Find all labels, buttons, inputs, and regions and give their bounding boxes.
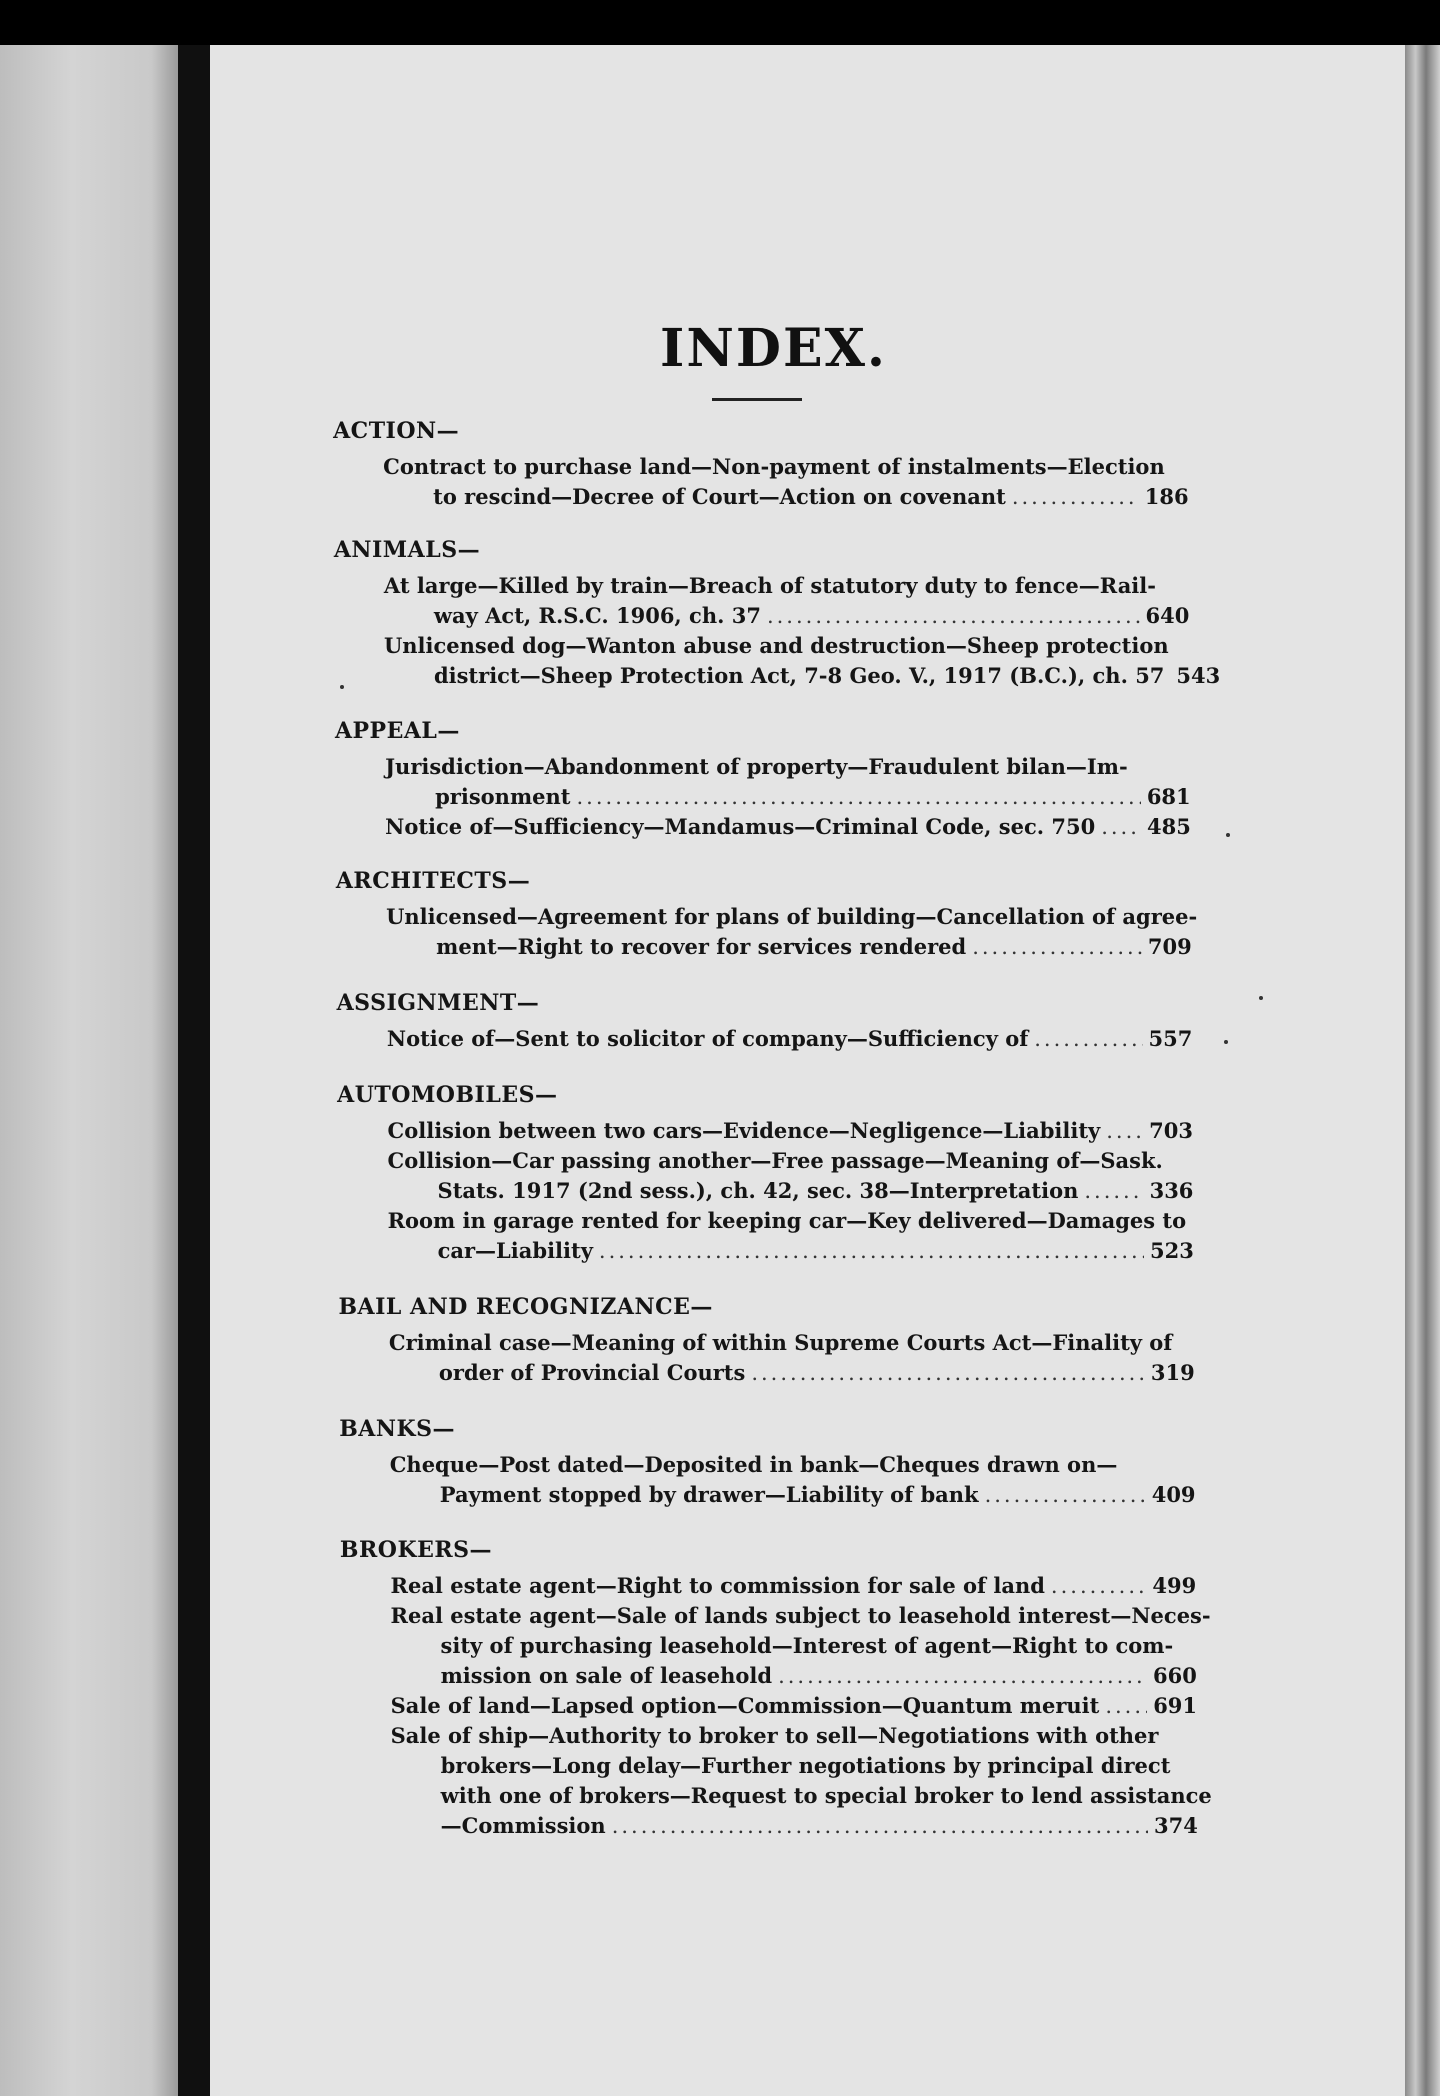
dot-leader xyxy=(612,1811,1148,1841)
index-entry-line: Jurisdiction—Abandonment of property—Fraudulent bilan—Im- xyxy=(385,754,1128,779)
index-entry-line: with one of brokers—Request to special broker to lend assistance xyxy=(440,1783,1212,1808)
index-entry-line xyxy=(441,1661,1197,1691)
section-heading: ACTION— xyxy=(333,418,460,444)
dot-leader xyxy=(599,1236,1144,1266)
index-entry-line: At large—Killed by train—Breach of statutory duty to fence—Rail- xyxy=(383,573,1156,598)
page-number: 660 xyxy=(1152,1663,1197,1688)
index-entry-line: Real estate agent—Sale of lands subject to leasehold interest—Neces- xyxy=(390,1603,1211,1628)
entry-text: order of Provincial Courts xyxy=(438,1360,746,1385)
dot-leader xyxy=(972,932,1142,962)
page-number: 409 xyxy=(1151,1482,1196,1507)
entry-text: —Commission xyxy=(440,1813,606,1838)
entry-text: prisonment xyxy=(435,784,571,809)
entry-text: way Act, R.S.C. 1906, ch. 37 xyxy=(433,603,761,628)
page-title: INDEX. xyxy=(660,318,888,379)
index-entry-line xyxy=(385,812,1191,842)
entry-text: Collision between two cars—Evidence—Negligence—Liability xyxy=(387,1118,1101,1143)
entry-text: Sale of land—Lapsed option—Commission—Quantum meruit xyxy=(390,1693,1100,1718)
index-entry-line: Collision—Car passing another—Free passage—Meaning of—Sask. xyxy=(387,1148,1163,1173)
section-heading: APPEAL— xyxy=(334,718,460,744)
index-entry-line: Unlicensed dog—Wanton abuse and destruction—Sheep protection xyxy=(383,633,1169,658)
index-entry-line xyxy=(438,1176,1194,1206)
index-entry-line xyxy=(433,661,1221,691)
entry-text: ment—Right to recover for services rendered xyxy=(436,934,967,959)
page-number: 336 xyxy=(1149,1178,1194,1203)
index-entry-line: Sale of ship—Authority to broker to sell—Negotiations with other xyxy=(390,1723,1159,1748)
page-number: 499 xyxy=(1152,1573,1197,1598)
page-number: 640 xyxy=(1145,603,1190,628)
dot-leader xyxy=(1084,1176,1143,1206)
section-heading: ARCHITECTS— xyxy=(335,868,531,894)
dot-leader xyxy=(778,1661,1147,1691)
dot-leader xyxy=(767,601,1140,631)
page-number: 374 xyxy=(1154,1813,1198,1838)
index-entry-line xyxy=(441,1811,1198,1841)
entry-text: car—Liability xyxy=(437,1238,593,1263)
dot-leader xyxy=(1051,1571,1146,1601)
entry-text: Notice of—Sufficiency—Mandamus—Criminal Code, sec. 750 xyxy=(385,814,1096,839)
index-entry-line xyxy=(434,601,1189,631)
index-entry-line: Cheque—Post dated—Deposited in bank—Cheques drawn on— xyxy=(389,1452,1118,1477)
page-number: 681 xyxy=(1146,784,1191,809)
page-number: 557 xyxy=(1148,1026,1193,1051)
entry-text: mission on sale of leasehold xyxy=(440,1663,773,1688)
index-entry-line xyxy=(388,1116,1193,1146)
scan-speck xyxy=(1259,996,1263,1000)
index-entry-line: Unlicensed—Agreement for plans of building—Cancellation of agree- xyxy=(386,904,1198,929)
page-number: 543 xyxy=(1176,663,1221,688)
dot-leader xyxy=(751,1358,1145,1388)
index-entry-line xyxy=(433,482,1188,512)
index-entry-line: sity of purchasing leasehold—Interest of agent—Right to com- xyxy=(440,1633,1174,1658)
index-entry-line xyxy=(436,932,1192,962)
section-heading: ANIMALS— xyxy=(333,537,481,563)
index-entry-line xyxy=(435,782,1191,812)
entry-text: Notice of—Sent to solicitor of company—Sufficiency of xyxy=(386,1026,1029,1051)
section-heading: AUTOMOBILES— xyxy=(337,1082,558,1108)
dot-leader xyxy=(1012,482,1139,512)
index-entry-line: Contract to purchase land—Non-payment of instalments—Election xyxy=(383,454,1165,479)
index-entry-line: Room in garage rented for keeping car—Key delivered—Damages to xyxy=(387,1208,1187,1233)
page-number: 691 xyxy=(1153,1693,1198,1718)
dot-leader xyxy=(1034,1024,1142,1054)
page-number: 523 xyxy=(1150,1238,1194,1263)
scan-speck xyxy=(340,685,344,689)
section-heading: ASSIGNMENT— xyxy=(336,990,540,1016)
index-entry-line: brokers—Long delay—Further negotiations by principal direct xyxy=(440,1753,1171,1778)
index-entry-line xyxy=(391,1691,1197,1721)
section-heading: BAIL AND RECOGNIZANCE— xyxy=(338,1294,713,1320)
entry-text: Stats. 1917 (2nd sess.), ch. 42, sec. 38—Interpretation xyxy=(437,1178,1079,1203)
dot-leader xyxy=(1106,1116,1143,1146)
index-entry-line xyxy=(439,1358,1195,1388)
index-entry-line: Criminal case—Meaning of within Supreme Courts Act—Finality of xyxy=(388,1330,1173,1355)
dot-leader xyxy=(985,1480,1146,1510)
page-number: 319 xyxy=(1150,1360,1195,1385)
section-heading: BANKS— xyxy=(339,1416,455,1442)
page-number: 709 xyxy=(1147,934,1192,959)
dot-leader xyxy=(1101,812,1141,842)
index-entry-line xyxy=(438,1236,1194,1266)
entry-text: Real estate agent—Right to commission for sale of land xyxy=(390,1573,1045,1598)
index-entry-line xyxy=(387,1024,1192,1054)
section-heading: BROKERS— xyxy=(339,1537,493,1563)
page-number: 703 xyxy=(1149,1118,1193,1143)
entry-text: to rescind—Decree of Court—Action on covenant xyxy=(433,484,1006,509)
index-entry-line xyxy=(391,1571,1197,1601)
entry-text: district—Sheep Protection Act, 7-8 Geo. V., 1917 (B.C.), ch. 57 xyxy=(433,663,1165,688)
dot-leader xyxy=(577,782,1141,812)
page-number: 186 xyxy=(1144,484,1189,509)
entry-text: Payment stopped by drawer—Liability of bank xyxy=(439,1482,979,1507)
index-entry-line xyxy=(440,1480,1196,1510)
page-number: 485 xyxy=(1147,814,1191,839)
scan-speck xyxy=(1226,833,1230,837)
dot-leader xyxy=(1105,1691,1147,1721)
scan-speck xyxy=(1224,1040,1228,1044)
